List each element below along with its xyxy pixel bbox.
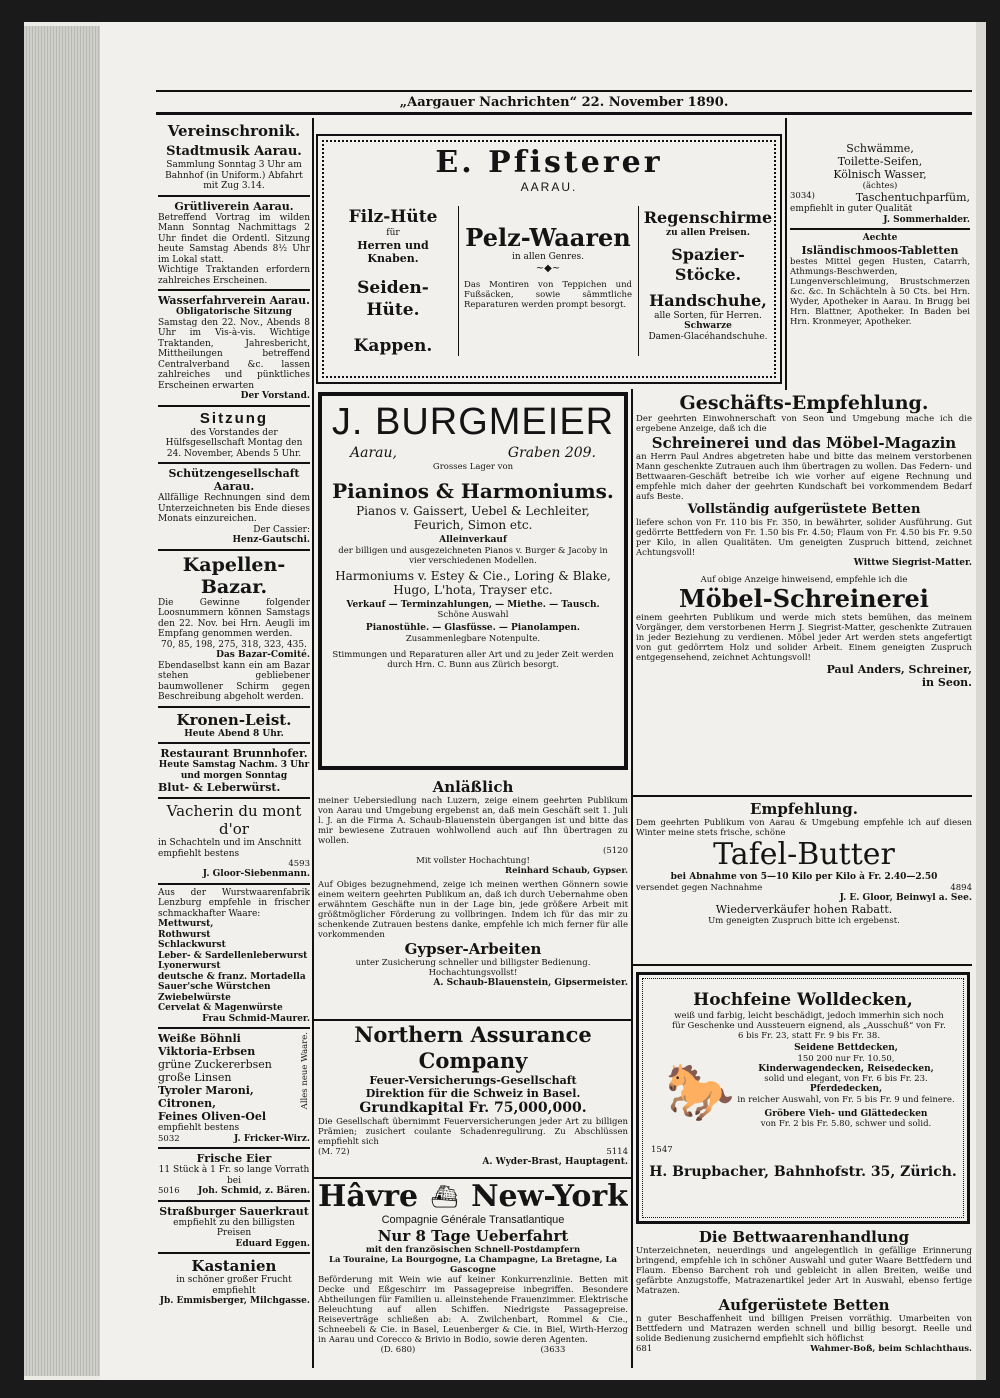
schaub-text3: unter Zusicherung schneller und billigster Bedienung. Hochachtungsvollst!: [355, 958, 591, 978]
havre-mit: mit den französischen Schnell-Postdampfern: [365, 1245, 581, 1255]
island-text: bestes Mittel gegen Husten, Catarrh, Athmungs-Beschwerden, Lungenverschleimung, Brustschmerzen &c. &c. In Schächteln à 50 Cts. bei Hrn. Wyder, Apotheker in Aarau. In Brugg bei Hrn. Blattner, Apotheker. In Baden bei Hrn. Kronmeyer, Apotheker.: [790, 256, 970, 327]
burgmeier-stuehle: Pianostühle. — Glasfüsse. — Pianolampen.: [365, 623, 581, 633]
butter-price: bei Abnahme von 5—10 Kilo per Kilo à Fr. 2.40—2.50: [670, 872, 938, 882]
sommer-item: Kölnisch Wasser,: [833, 168, 927, 181]
butter-sign: J. E. Gloor, Beinwyl a. See.: [839, 892, 972, 903]
wasser-text: Samstag den 22. Nov., Abends 8 Uhr im Vis-à-vis. Wichtige Traktanden, Jahresbericht, Mittheilungen betreffend Centralverband &c. lassen zahlreiches und pünktliches Erscheinen erwarten: [158, 317, 310, 391]
gruetli-text: Betreffend Vortrag im wilden Mann Sonntag Nachmittags 2 Uhr findet die Ordentl. Sitzung heute Samstag Abends 8½ Uhr im Lokal statt.: [158, 212, 310, 265]
boehnli-num: 5032: [158, 1133, 180, 1144]
wahmer-text2: n guter Beschaffenheit und billigen Preisen vorräthig. Umarbeiten von Bettfedern und Matrazen werden schnell und billig besorgt. Reelle und solide Bedienung zusichernd empfiehlt sich höflichst: [636, 1314, 972, 1344]
newspaper-page: [100, 22, 976, 1380]
anders-mid: Schreinerei und das Möbel-Magazin: [651, 434, 957, 452]
horse-icon: 🐎: [665, 1060, 735, 1125]
burgmeier-auswahl: Schöne Auswahl: [437, 610, 509, 620]
schaub-text: meiner Uebersiedlung nach Luzern, zeige einem geehrten Publikum von Aarau und Umgebung ergebenst an, daß mein Geschäft seit 1. Juli l. J. an die Firma A. Schaub-Blauenstein übergangen ist und bitte das mir bewiesene Zutrauen wohlwollend auch auf Ihn übertragen zu wollen.: [318, 796, 628, 846]
wolldecken-seid-text: 150 200 nur Fr. 10.50,: [797, 1053, 895, 1064]
havre-ships: La Touraine, La Bourgogne, La Champagne, La Bretagne, La Gascogne: [328, 1255, 618, 1275]
havre-tage: Nur 8 Tage Ueberfahrt: [377, 1227, 569, 1245]
anders-betten: Vollständig aufgerüstete Betten: [687, 502, 921, 517]
boehnli-item: Feines Oliven-Oel: [158, 1110, 267, 1123]
pfisterer-right: alle Sorten, für Herren.: [654, 310, 762, 321]
pfisterer-center-sub: in allen Genres.: [511, 252, 585, 262]
wolldecken-grob: Gröbere Vieh- und Glättedecken: [764, 1108, 928, 1119]
schaub-num: (5120: [603, 846, 628, 856]
sitzung-title: Sitzung: [199, 409, 269, 427]
burgmeier-allein-text: der billigen und ausgezeichneten Pianos v. Burger & Jacoby in vier verschiedenen Modellen.: [338, 545, 608, 566]
wahmer-text: Unterzeichneten, neuerdings und angelegentlich in gefällige Erinnerung bringend, empfehle ich in schöner Auswahl und guter Waare Bettfedern und Flaum. Ebenso Barchent roh und gebleicht in allen Breiten, weiße und gefärbte Anzugstoffe, Matrazenartikel jeder Art in Auswahl, ebenso fertige Matrazen.: [636, 1246, 972, 1296]
wolldecken-text: weiß und farbig, leicht beschädigt, jedoch immerhin sich noch für Geschenke und Aussteuern eignend, als „Ausschuß“ von Fr. 6 bis Fr. 23, statt Fr. 9 bis Fr. 38.: [672, 1011, 946, 1041]
stadtmusik-text: Sammlung Sonntag 3 Uhr am Bahnhof (in Uniform.) Abfahrt mit Zug 3.14.: [165, 160, 303, 191]
wurst-item: Rothwurst: [158, 929, 211, 940]
boehnli-item: grüne Zuckererbsen: [158, 1058, 272, 1071]
wolldecken-sign: H. Brupbacher, Bahnhofstr. 35, Zürich.: [649, 1164, 957, 1180]
wurst-item: Schlackwurst: [158, 940, 226, 950]
brunnhofer-text2: Blut- & Leberwürst.: [158, 781, 281, 794]
wurst-item: Leber- & Sardellenleberwurst: [158, 950, 308, 961]
schuetzen-title: Schützengesellschaft Aarau.: [168, 467, 300, 493]
butter-title: Empfehlung.: [750, 800, 858, 818]
kapellen-title: Kapellen-Bazar.: [182, 553, 286, 598]
wahmer-sign: Wahmer-Boß, beim Schlachthaus.: [810, 1344, 972, 1354]
burgmeier-noten: Zusammenlegbare Notenpulte.: [405, 633, 541, 644]
boehnli-sign: J. Fricker-Wirz.: [234, 1133, 310, 1144]
wolldecken-kind: Kinderwagendecken, Reisedecken,: [758, 1063, 934, 1074]
wurst-item: Mettwurst,: [158, 919, 214, 929]
pfisterer-left: Filz-Hüte: [348, 207, 438, 227]
havre-num: (3633: [540, 1345, 566, 1355]
sauerkraut-text: empfiehlt zu den billigsten Preisen: [173, 1217, 295, 1238]
butter-text2: versendet gegen Nachnahme: [636, 882, 763, 893]
anders-title: Geschäfts-Empfehlung.: [679, 392, 929, 414]
boehnli-item: große Linsen: [158, 1071, 232, 1084]
wurst-intro: Aus der Wurstwaarenfabrik Lenzburg empfehle in frischer schmackhafter Waare:: [158, 887, 310, 919]
kronen-title: Kronen-Leist.: [176, 710, 292, 729]
butter-text: Dem geehrten Publikum von Aarau & Umgebung empfehle ich auf diesen Winter meine stets frische, schöne: [636, 818, 972, 838]
vereinschronik-title: Vereinschronik.: [167, 122, 301, 140]
wurst-sign: Frau Schmid-Maurer.: [202, 1013, 310, 1024]
boehnli-side: Alles neue Waare.: [300, 1032, 310, 1110]
schaub-title: Anläßlich: [432, 778, 514, 796]
pfisterer-left: Seiden-Hüte.: [357, 277, 429, 320]
burgmeier-addr2: Graben 209.: [507, 445, 596, 461]
page-right-edge: [976, 22, 986, 1380]
schaub-sign2: A. Schaub-Blauenstein, Gipsermeister.: [433, 978, 628, 988]
kapellen-nums: 70, 85, 198, 275, 318, 323, 435.: [161, 639, 307, 650]
burgmeier-title: Pianinos & Harmoniums.: [332, 479, 614, 503]
burgmeier-lager: Grosses Lager von: [432, 462, 514, 472]
wahmer-title: Die Bettwaarenhandlung: [698, 1228, 910, 1246]
pfisterer-right: Damen-Glacéhandschuhe.: [648, 331, 768, 342]
anders-text3: liefere schon von Fr. 110 bis Fr. 350, in bewährter, solider Ausführung. Gut gedörrte Bettfedern von Fr. 1.50 bis Fr. 4.50; Flaum von Fr. 4.50 bis Fr. 9.50 per Kilo, in allen Qualitäten. Um geneigten Zuspruch bittend, zeichnet Achtungsvoll!: [636, 518, 972, 558]
butter-num: 4894: [950, 882, 972, 893]
eier-title: Frische Eier: [196, 1152, 272, 1165]
sommer-item: Toilette-Seifen,: [837, 155, 923, 168]
northern-title: Northern Assurance Company: [354, 1022, 592, 1073]
wahmer-num: 681: [636, 1344, 653, 1354]
kastanien-text: in schöner großer Frucht empfiehlt: [176, 1275, 292, 1296]
brunnhofer-text: Heute Samstag Nachm. 3 Uhr und morgen Sonntag: [158, 760, 310, 781]
anders-text2: an Herrn Paul Andres abgetreten habe und bitte das meinem verstorbenen Mann geschenkte Zutrauen auch ihm übertragen zu wollen. Das Federn- und Bettwaaren-Geschäft betreibe ich wie vorher auf eigene Rechnung und empfehle mich daher der geehrten Kundschaft bei vorkommendem Bedarf aufs Beste.: [636, 452, 972, 502]
vacherin-title: Vacherin du mont d'or: [166, 802, 302, 838]
eier-num: 5016: [158, 1186, 180, 1196]
pfisterer-left: Herren und Knaben.: [357, 238, 429, 265]
havre-ref: (D. 680): [380, 1345, 416, 1355]
wolldecken-title: Hochfeine Wolldecken,: [693, 990, 913, 1010]
wurst-item: Cervelat & Magenwürste: [158, 1003, 283, 1013]
island-title: Isländischmoos-Tabletten: [801, 243, 959, 257]
sauerkraut-sign: Eduard Eggen.: [235, 1238, 310, 1249]
havre-right: New-York: [471, 1180, 628, 1214]
schuetzen-sign1: Der Cassier:: [253, 524, 310, 535]
sommer-sign: J. Sommerhalder.: [883, 214, 970, 225]
sommer-num: 3034): [790, 191, 815, 201]
pfisterer-right: Spazier-Stöcke.: [671, 244, 745, 284]
ship-icon: ⛴: [430, 1184, 459, 1210]
havre-ad: [318, 1180, 628, 1368]
burgmeier-harmoniums: Harmoniums v. Estey & Cie., Loring & Blake, Hugo, L'hota, Trayser etc.: [335, 568, 611, 597]
butter-end: Um geneigten Zuspruch bitte ich ergebenst.: [708, 916, 900, 926]
sauerkraut-title: Straßburger Sauerkraut: [159, 1204, 309, 1218]
kastanien-sign: Jb. Emmisberger, Milchgasse.: [159, 1296, 310, 1306]
northern-text: Die Gesellschaft übernimmt Feuerversicherungen jeder Art zu billigen Prämien; zusichert coulante Schadenregulirung. Zu Abschlüssen empfiehlt sich: [318, 1117, 628, 1147]
schaub-gypser: Gypser-Arbeiten: [404, 940, 542, 958]
boehnli-item: Tyroler Maroni, Citronen,: [158, 1084, 254, 1110]
anders-moebel: Möbel-Schreinerei: [679, 583, 929, 613]
wahmer-ad: [636, 1228, 972, 1370]
wurst-item: Sauer'sche Würstchen: [158, 982, 271, 992]
kastanien-title: Kastanien: [191, 1257, 277, 1275]
pfisterer-right: Handschuhe,: [649, 290, 767, 310]
northern-kapital: Grundkapital Fr. 75,000,000.: [359, 1100, 587, 1116]
burgmeier-ad: [318, 392, 628, 770]
wasser-sign: Der Vorstand.: [240, 391, 310, 401]
boehnli-item: Weiße Böhnli: [158, 1032, 241, 1045]
wurst-item: Lyonerwurst: [158, 961, 221, 971]
sommer-text: empfiehlt in guter Qualität: [790, 204, 913, 214]
butter-wieder: Wiederverkäufer hohen Rabatt.: [715, 903, 893, 916]
wolldecken-seid: Seidene Bettdecken,: [794, 1043, 898, 1053]
pfisterer-left: Kappen.: [353, 335, 433, 356]
wolldecken-grob-text: von Fr. 2 bis Fr. 5.80, schwer und solid.: [760, 1119, 932, 1129]
eier-sign: Joh. Schmid, z. Bären.: [197, 1186, 310, 1196]
wurst-item: deutsche & franz. Mortadella: [158, 971, 306, 982]
anders-sign2: Paul Anders, Schreiner,: [826, 662, 972, 676]
wolldecken-ad: [636, 972, 970, 1224]
column-3-top: [790, 142, 970, 387]
sommer-item: Schwämme,: [846, 142, 914, 155]
pfisterer-right: zu allen Preisen.: [666, 228, 750, 238]
schuetzen-sign2: Henz-Gautschi.: [232, 535, 310, 545]
eier-text: 11 Stück à 1 Fr. so lange Vorrath bei: [158, 1165, 310, 1186]
northern-ad: [318, 1022, 628, 1172]
wolldecken-pferd: Pferdedecken,: [809, 1084, 883, 1094]
butter-big: Tafel-Butter: [713, 837, 895, 872]
wasser-title: Wasserfahrverein Aarau.: [158, 294, 310, 307]
pfisterer-name: E. Pfisterer: [435, 146, 663, 180]
pfisterer-center-title: Pelz-Waaren: [465, 224, 631, 252]
burgmeier-addr1: Aarau,: [350, 445, 397, 461]
burgmeier-verkauf: Verkauf — Terminzahlungen, — Miethe. — Tausch.: [346, 599, 600, 610]
pfisterer-center-text: Das Montiren von Teppichen und Fußsäcken, sowie sämmtliche Reparaturen werden prompt besorgt.: [464, 279, 632, 310]
havre-left: Hâvre: [318, 1180, 419, 1214]
northern-dir: Direktion für die Schweiz in Basel.: [365, 1087, 581, 1100]
anders-text4: Auf obige Anzeige hinweisend, empfehle ich die: [700, 574, 908, 585]
stadtmusik-title: Stadtmusik Aarau.: [166, 144, 302, 159]
wahmer-betten: Aufgerüstete Betten: [718, 1296, 890, 1314]
column-1: [158, 122, 310, 1367]
wolldecken-num: 1547: [651, 1145, 673, 1155]
schaub-hoch: Mit vollster Hochachtung!: [416, 856, 530, 866]
burgmeier-allein: Alleinverkauf: [439, 535, 507, 545]
schuetzen-text: Allfällige Rechnungen sind dem Unterzeichneten bis Ende dieses Monats einzureichen.: [158, 493, 310, 524]
schaub-text2: Auf Obiges bezugnehmend, zeige ich meinen werthen Gönnern sowie einem weitern geehrten Publikum an, daß ich durch Uebernahme oben erwähntem Geschäfte nun in der Lage bin, jede größere Arbeit mit größtmöglicher Förderung zu vollbringen. Indem ich für das mir zu schenkende Zutrauen bestens danke, empfehle ich mich ferner für alle vorkommenden: [318, 880, 628, 940]
anders-text1: Der geehrten Einwohnerschaft von Seon und Umgebung mache ich die ergebene Anzeige, daß ich die: [636, 414, 972, 434]
butter-ad: [636, 800, 972, 960]
northern-num: 5114: [606, 1147, 628, 1157]
sitzung-text: des Vorstandes der Hülfsgesellschaft Montag den 24. November, Abends 5 Uhr.: [165, 427, 303, 459]
vacherin-sign: J. Gloor-Siebenmann.: [202, 869, 310, 879]
wolldecken-kind-text: solid und elegant, von Fr. 6 bis Fr. 23.: [764, 1074, 928, 1084]
sommer-item: (ächtes): [862, 181, 898, 191]
pfisterer-city: AARAU.: [520, 180, 578, 194]
anders-sign: Wittwe Siegrist-Matter.: [853, 558, 972, 568]
pfisterer-ad: E. Pfisterer AARAU. Filz-Hüte für Herren und Knaben. Seiden-Hüte. Kappen. Pelz-Waaren in allen Genres. ~◆~ Das Montiren von Teppichen und Fußsäcken, sowie sämmtliche Reparaturen werden prompt besorgt. Regenschirme zu allen Preisen. Spazier-Stöcke. Handschuhe, alle Sorten, für Herren. Schwarze Damen-Glacéhandschuhe.: [316, 134, 782, 384]
vacherin-num: 4593: [288, 859, 310, 869]
wolldecken-pferd-text: in reicher Auswahl, von Fr. 5 bis Fr. 9 und feinere.: [737, 1094, 955, 1105]
schaub-sign: Reinhard Schaub, Gypser.: [505, 866, 628, 876]
burgmeier-stimm: Stimmungen und Reparaturen aller Art und zu jeder Zeit werden durch Hrn. C. Bunn aus Zürich besorgt.: [332, 649, 614, 670]
kapellen-sign: Das Bazar-Comité.: [216, 650, 310, 660]
wasser-sub: Obligatorische Sitzung: [176, 307, 292, 317]
burgmeier-name: J. BURGMEIER: [331, 401, 615, 443]
schaub-ad: [318, 778, 628, 1018]
island-pre: Aechte: [862, 233, 898, 243]
vacherin-text: in Schachteln und im Anschnitt empfiehlt bestens: [158, 838, 302, 859]
brunnhofer-title: Restaurant Brunnhofer.: [160, 747, 308, 760]
page-stack-edge: [24, 26, 100, 1376]
northern-ref: (M. 72): [318, 1147, 350, 1157]
havre-text: Beförderung mit Wein wie auf keiner Konkurrenzlinie. Betten mit Decke und Eßgeschirr im Passagepreise inbegriffen. Besondere Abtheilungen für Familien u. alleinstehende Frauenzimmer. Elektrische Beleuchtung auf allen Schiffen. Niedrigste Passagepreise. Reiseverträge schließen ab: A. Zwilchenbart, Rommel & Cie., Schneebeli & Cie. in Basel, Leuenberger & Cie. in Biel, Wirth-Herzog in Aarau und Corecco & Brivio in Bodio, sowie deren Agenten.: [318, 1275, 628, 1345]
pfisterer-right: Regenschirme: [643, 208, 773, 227]
pfisterer-left: für: [386, 228, 400, 238]
pfisterer-right: Schwarze: [684, 321, 732, 331]
anders-sign3: in Seon.: [921, 675, 972, 689]
kapellen-text: Die Gewinne folgender Loosnummern können Samstags den 22. Nov. bei Hrn. Aeugli im Empfang genommen werden.: [158, 597, 310, 639]
wurst-item: Zwiebelwürste: [158, 992, 231, 1003]
northern-sub: Feuer-Versicherungs-Gesellschaft: [369, 1074, 577, 1087]
havre-sub: Compagnie Générale Transatlantique: [381, 1214, 565, 1226]
gruetli-text2: Wichtige Traktanden erfordern zahlreiches Erscheinen.: [158, 265, 310, 286]
anders-text5: einem geehrten Publikum und werde mich stets bemühen, das meinem Vorgänger, dem verstorbenen Herrn J. Siegrist-Matter, geschenkte Zutrauen in jeder Beziehung zu verdienen. Möbel jeder Art werden stets angefertigt von gut gedörrtem Holz und solider Arbeit. Einem geneigten Zuspruch entgegensehend, zeichnet Achtungsvoll!: [636, 612, 972, 663]
page-header: „Aargauer Nachrichten“ 22. November 1890.: [399, 95, 729, 110]
sommer-item: Taschentuchparfüm,: [855, 191, 970, 204]
kronen-text: Heute Abend 8 Uhr.: [184, 728, 284, 739]
boehnli-footer: empfiehlt bestens: [158, 1123, 240, 1133]
northern-sign: A. Wyder-Brast, Hauptagent.: [482, 1157, 628, 1167]
boehnli-item: Viktoria-Erbsen: [158, 1045, 256, 1058]
burgmeier-pianos: Pianos v. Gaissert, Uebel & Lechleiter, Feurich, Simon etc.: [356, 504, 590, 532]
gruetli-title: Grütliverein Aarau.: [174, 199, 294, 213]
kapellen-text2: Ebendaselbst kann ein am Bazar stehen gebliebener baumwollener Schirm gegen Beschreibung abgeholt werden.: [158, 660, 310, 702]
